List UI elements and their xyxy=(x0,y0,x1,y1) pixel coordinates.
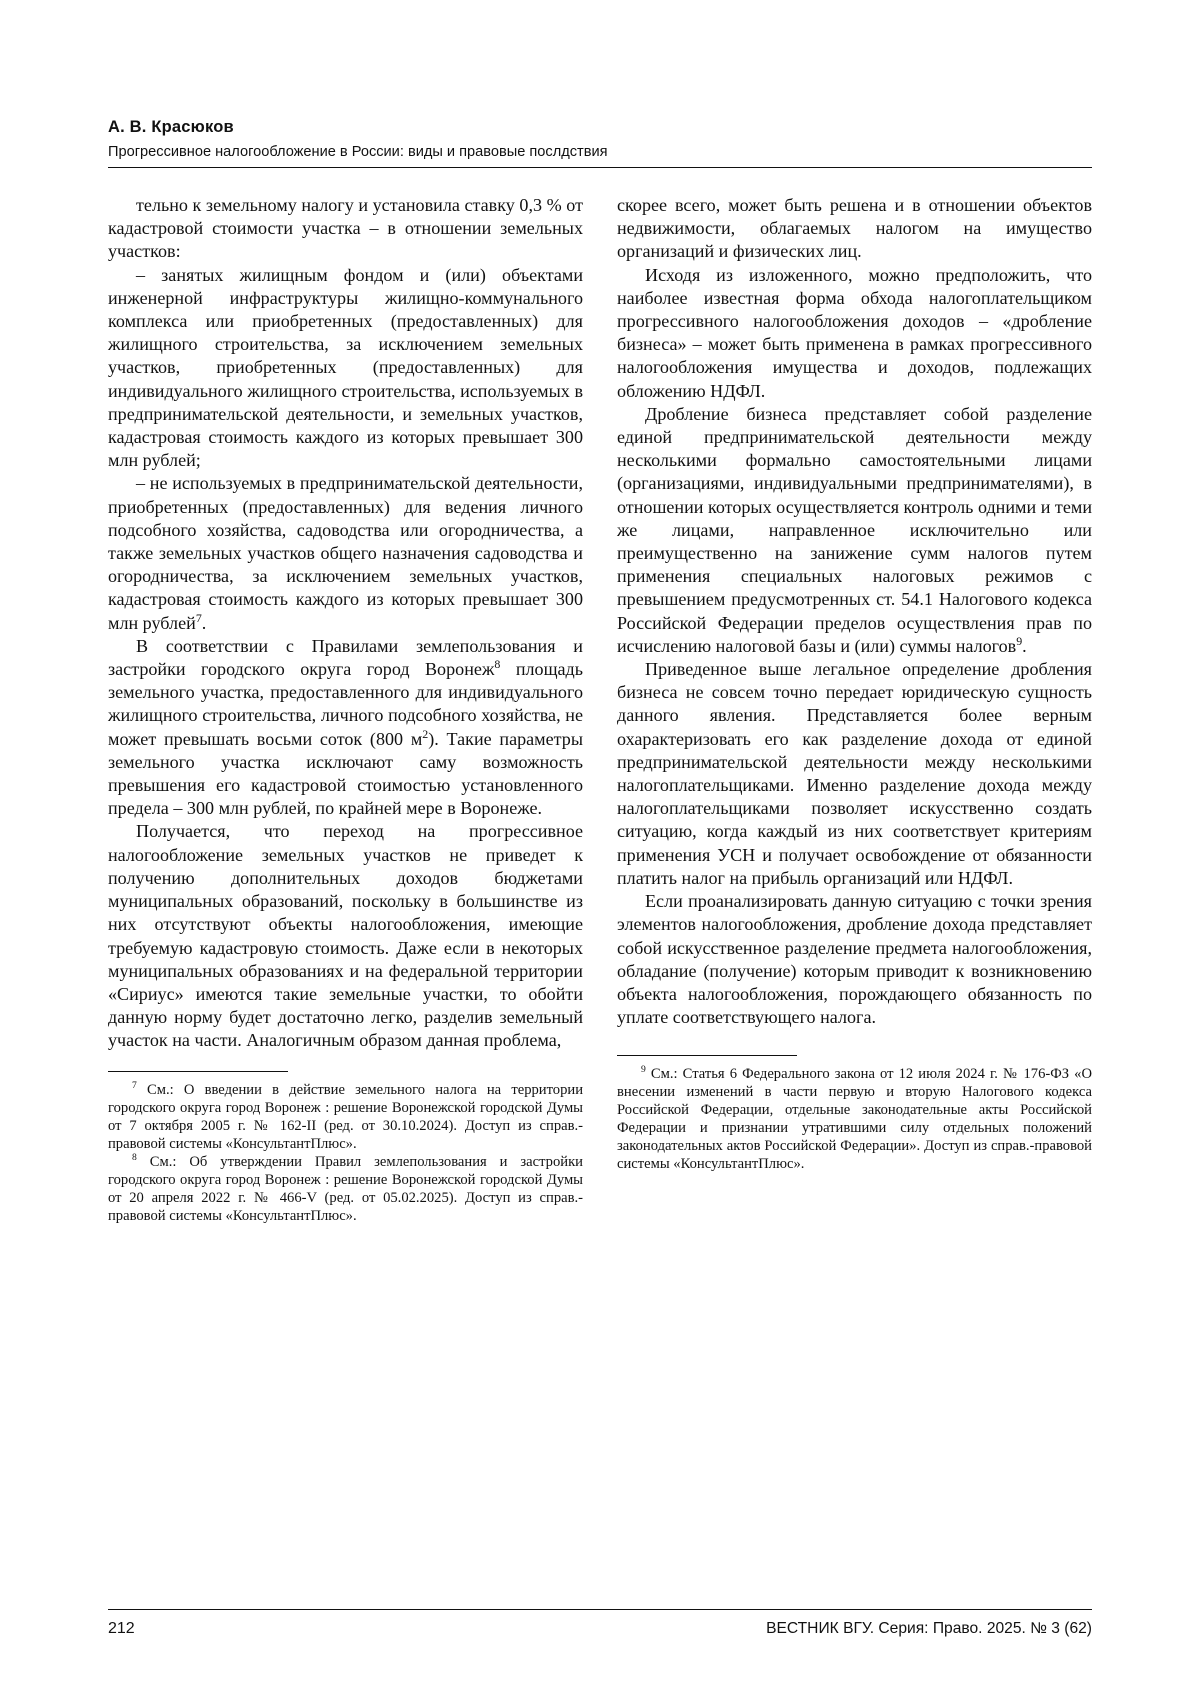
footnote-number: 8 xyxy=(132,1151,137,1163)
article-title: Прогрессивное налогообложение в России: виды и правовые послдствия xyxy=(108,144,1092,168)
footnote-separator xyxy=(617,1055,797,1056)
footer-separator xyxy=(108,1609,1092,1610)
footer-row xyxy=(108,1620,1092,1638)
footnote-number: 9 xyxy=(641,1064,646,1076)
right-footnotes xyxy=(617,1055,1092,1173)
footnote-marker-7: 7 xyxy=(195,610,202,625)
paragraph-text: – не используемых в предпринимательской деятельности, приобретенных (предоставленных) для ведения личного подсобного хозяйства, садоводства или огородничества, а также земельных участков общего назначения садоводства и огородничества, за исключением земельных участков, кадастровая стоимость каждого из которых превышает 300 млн рублей xyxy=(108,473,583,633)
paragraph-text-cont: площадь земельного участка, предоставленного для индивидуального жилищного строительства, личного подсобного хозяйства, не может превышать восьми соток (800 м xyxy=(108,659,583,749)
journal-reference: ВЕСТНИК ВГУ. Серия: Право. 2025. № 3 (62) xyxy=(766,1620,1092,1637)
footnote xyxy=(617,1065,1092,1173)
footnote xyxy=(108,1081,583,1153)
paragraph: Получается, что переход на прогрессивное налогообложение земельных участков не приведет к получению дополнительных доходов бюджетами муниципальных образований, поскольку в большинстве из них отсутствуют объекты налогообложения, имеющие требуемую кадастровую стоимость. Даже если в некоторых муниципальных образованиях и на федеральной территории «Сириус» имеются такие земельные участки, то обойти данную норму будет достаточно легко, разделив земельный участок на части. Аналогичным образом данная проблема, xyxy=(108,821,583,1051)
paragraph: скорее всего, может быть решена и в отношении объектов недвижимости, облагаемых налогом на имущество организаций и физических лиц. xyxy=(617,195,1092,262)
footnote-marker-8: 8 xyxy=(494,657,501,672)
paragraph: Дробление бизнеса представляет собой разделение единой предпринимательской деятельности между несколькими формально самостоятельными лицами (организациями, индивидуальными предпринимателями), в отношении которых осуществляется контроль одними и теми же лицами, направленное исключительно или преимущественно на занижение сумм налогов путем применения специальных налоговых режимов с превышением предусмотренных ст. 54.1 Налогового кодекса Российской Федерации пределов осуществления прав по исчислению налоговой базы и (или) суммы налогов$^9$. xyxy=(617,403,1092,656)
paragraph-text-cont2: ). Такие параметры земельного участка исключают саму возможность превышения его кадастровой стоимостью установленного предела – 300 млн рублей, по крайней мере в Воронеже. xyxy=(108,728,583,819)
left-footnotes xyxy=(108,1071,583,1225)
paragraph: Исходя из изложенного, можно предположить, что наиболее известная форма обхода налогоплательщиком прогрессивного налогообложения доходов – «дробление бизнеса» – может быть применена в рамках прогрессивного налогообложения имущества и доходов, подлежащих обложению НДФЛ. xyxy=(617,264,1092,401)
paragraph: Приведенное выше легальное определение дробления бизнеса не совсем точно передает юридическую сущность данного явления. Представляется более верным охарактеризовать его как разделение дохода от единой предпринимательской деятельности между несколькими налогоплательщиками. Именно разделение дохода между налогоплательщиками позволяет искусственно создать ситуацию, когда каждый из них соответствует критериям применения УСН и получает освобождение от обязанности платить налог на прибыль организаций или НДФЛ. xyxy=(617,659,1092,888)
paragraph: Если проанализировать данную ситуацию с точки зрения элементов налогообложения, дробление дохода представляет собой искусственное разделение предмета налогообложения, обладание (получение) которым приводит к возникновению объекта налогообложения, порождающего обязанность по уплате соответствующего налога. xyxy=(617,891,1092,1028)
paragraph xyxy=(108,635,583,821)
page-footer xyxy=(108,1609,1092,1638)
paragraph-text: Дробление бизнеса представляет собой разделение единой предпринимательской деятельности между несколькими формально самостоятельными лицами (организациями, индивидуальными предпринимателями), в отношении которых осуществляется контроль одними и теми же лицами, направленное исключительно или преимущественно на занижение сумм налогов путем применения специальных налоговых режимов с превышением предусмотренных ст. 54.1 Налогового кодекса Российской Федерации пределов осуществления прав по исчислению налоговой базы и (или) суммы налогов xyxy=(617,403,1092,656)
running-head xyxy=(108,118,1092,168)
left-column xyxy=(108,194,583,1225)
paragraph: тельно к земельному налогу и установила ставку 0,3 % от кадастровой стоимости участка – в отношении земельных участков: xyxy=(108,195,583,262)
footnote-separator xyxy=(108,1071,288,1072)
footnote-text: См.: О введении в действие земельного налога на территории городского округа город Воронеж : решение Воронежской городской Думы от 7 октября 2005 г. № 162-II (ред. от 30.10.2024). Доступ из справ.-правовой системы «КонсультантПлюс». xyxy=(108,1081,584,1152)
footnote-number: 7 xyxy=(132,1079,137,1091)
two-column-body xyxy=(108,194,1092,1225)
paragraph: – не используемых в предпринимательской деятельности, приобретенных (предоставленных) для ведения личного подсобного хозяйства, садоводства или огородничества, а также земельных участков общего назначения садоводства и огородничества, за исключением земельных участков, кадастровая стоимость каждого из которых превышает 300 млн рублей$^7$. xyxy=(108,473,583,633)
paragraph: – занятых жилищным фондом и (или) объектами инженерной инфраструктуры жилищно-коммунального комплекса или приобретенных (предоставленных) для жилищного строительства, за исключением земельных участков, приобретенных (предоставленных) для индивидуального жилищного строительства, используемых в предпринимательской деятельности, и земельных участков, кадастровая стоимость каждого из которых превышает 300 млн рублей; xyxy=(108,264,583,471)
footnote-text: См.: Об утверждении Правил землепользования и застройки городского округа город Воронеж : решение Воронежской городской Думы от 20 апреля 2022 г. № 466-V (ред. от 05.02.2025). Доступ из справ.-правовой системы «КонсультантПлюс». xyxy=(108,1153,583,1224)
footnote xyxy=(108,1153,583,1225)
footnote-marker-9: 9 xyxy=(1016,633,1023,648)
square-meter-exponent: 2 xyxy=(422,726,429,741)
page-number: 212 xyxy=(108,1620,135,1637)
footnote-text: См.: Статья 6 Федерального закона от 12 июля 2024 г. № 176-ФЗ «О внесении изменений в части первую и вторую Налогового кодекса Российской Федерации, отдельные законодательные акты Российской Федерации и признании утратившими силу отдельных положений законодательных актов Российской Федерации». Доступ из справ.-правовой системы «КонсультантПлюс». xyxy=(617,1066,1092,1173)
paragraph-text: В соответствии с Правилами землепользования и застройки городского округа город Воронеж xyxy=(108,635,583,680)
right-column xyxy=(617,194,1092,1173)
author-name: А. В. Красюков xyxy=(108,118,234,136)
